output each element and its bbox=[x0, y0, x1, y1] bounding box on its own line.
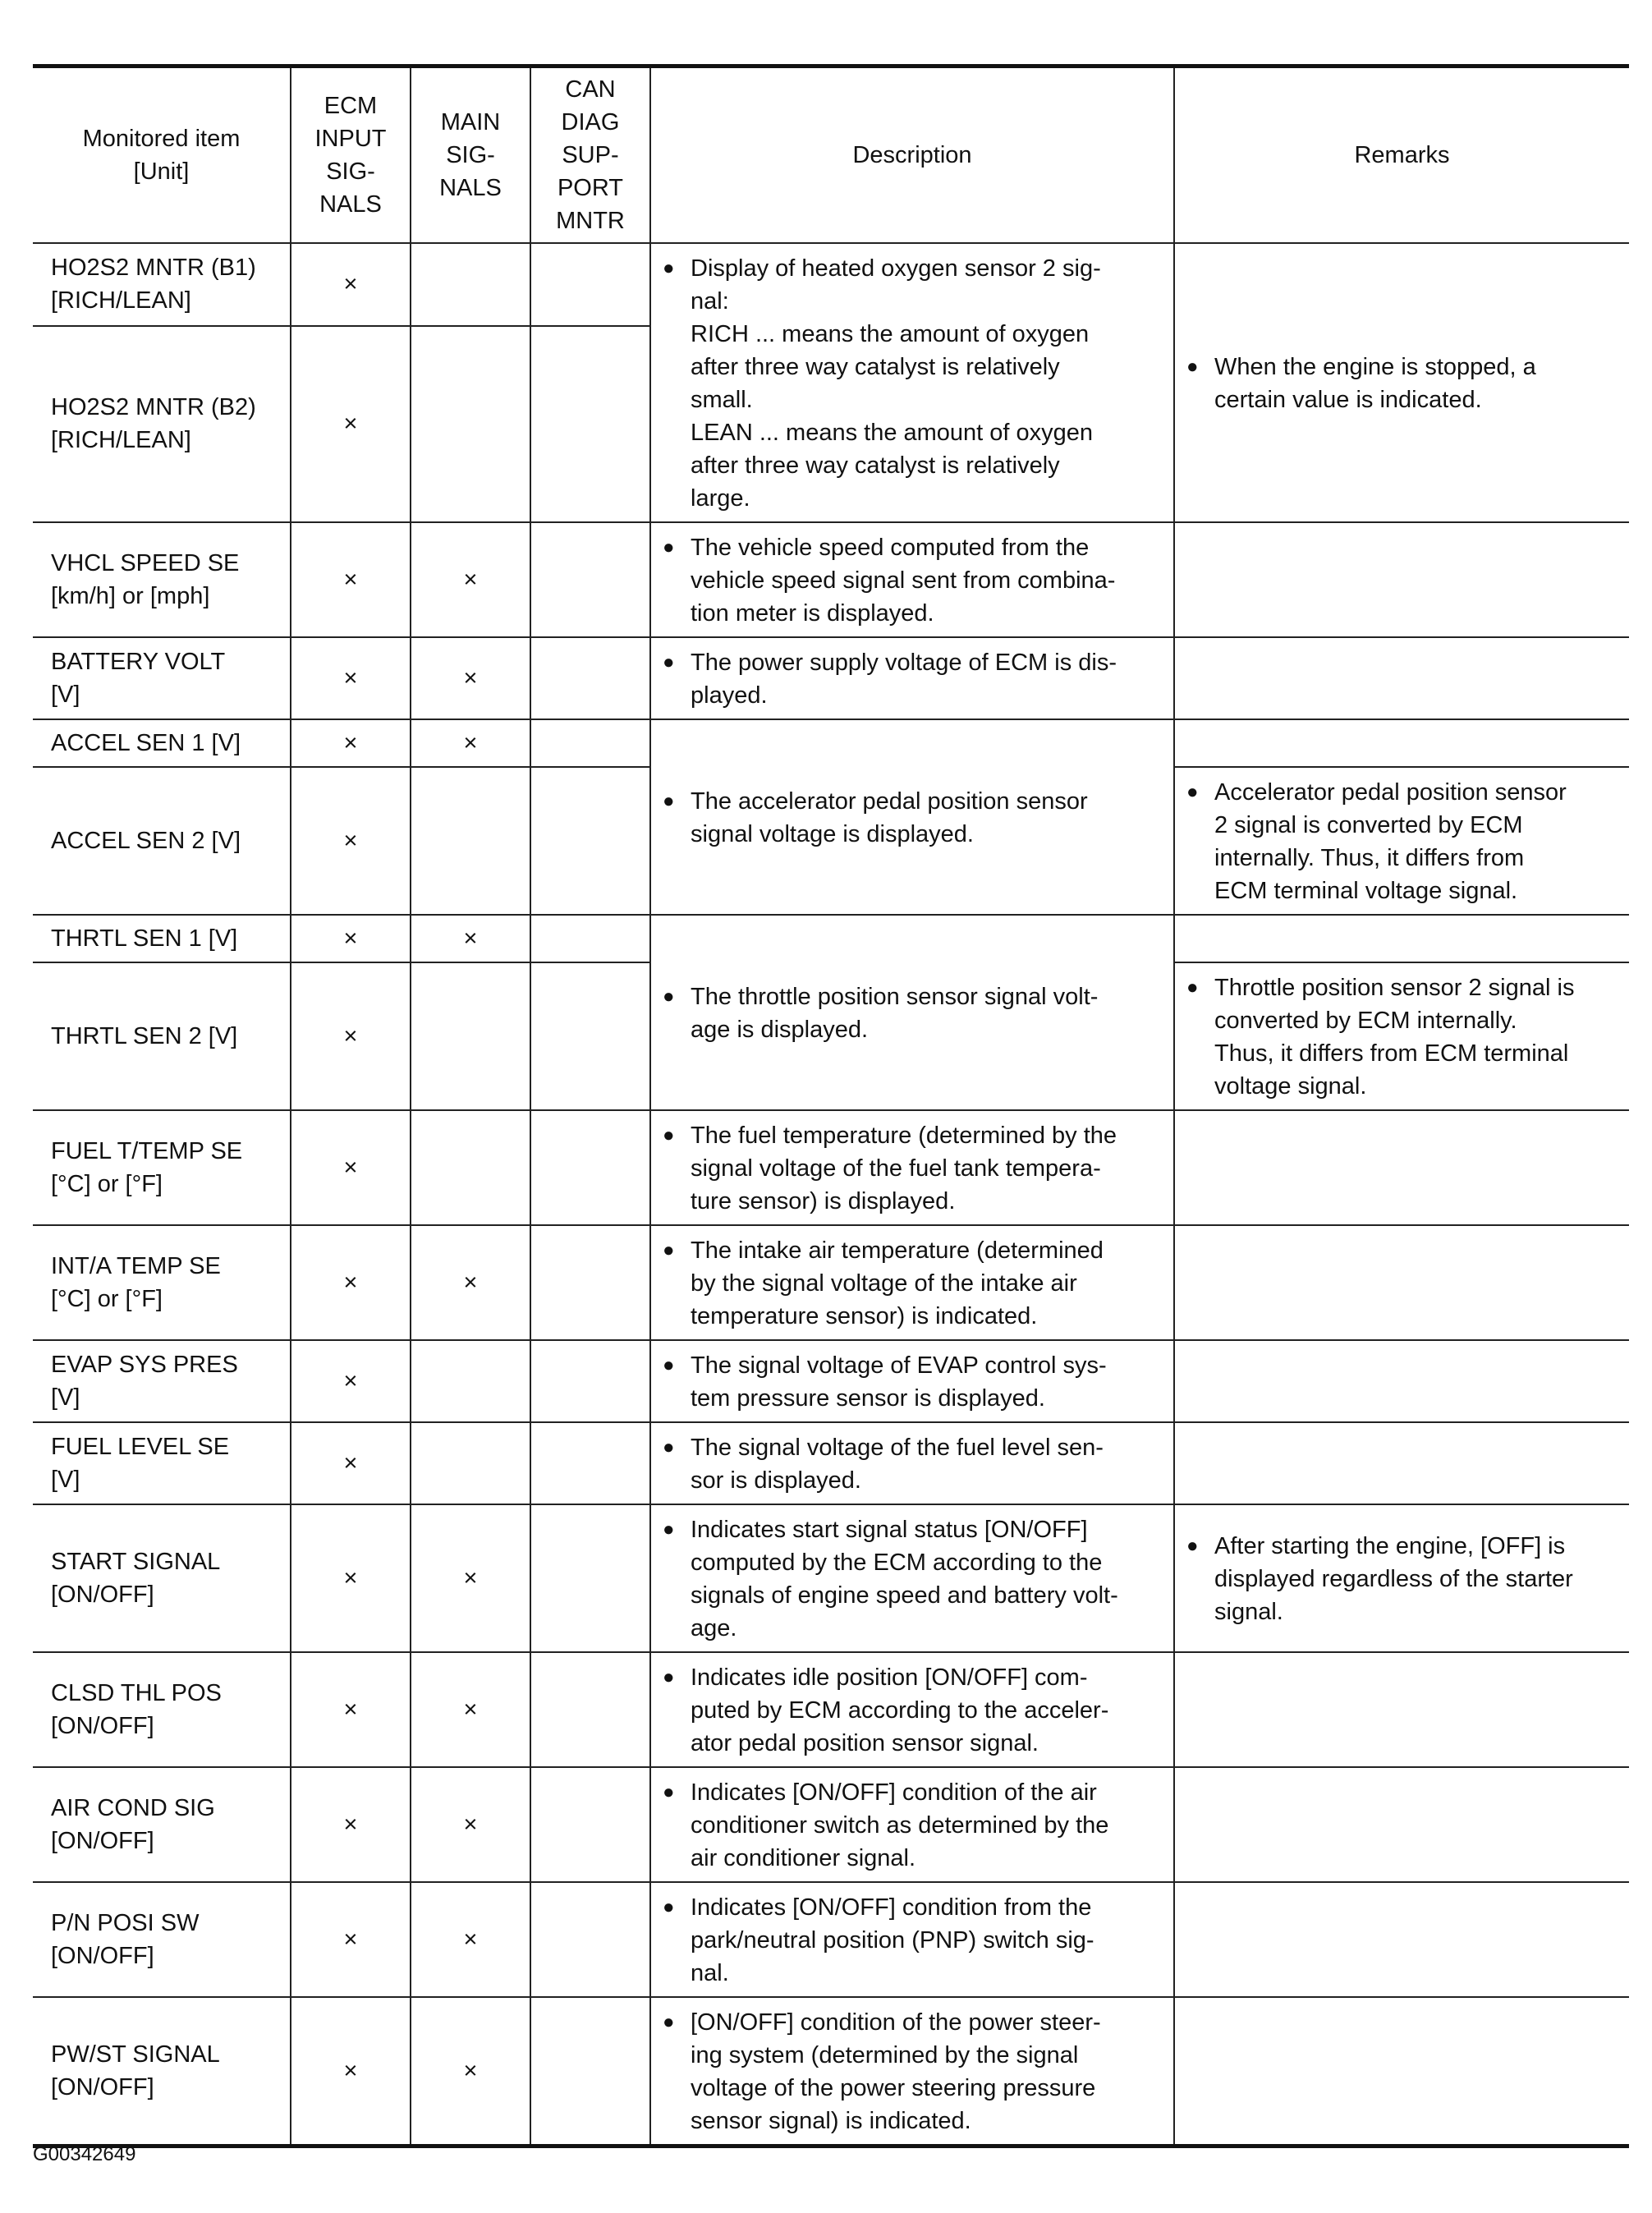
description-cell bbox=[650, 1225, 1174, 1340]
monitored-item: ACCEL SEN 1 [V] bbox=[33, 719, 291, 767]
bullet-icon: ● bbox=[663, 789, 675, 812]
ecm-input-mark: × bbox=[291, 1422, 411, 1504]
monitored-item: P/N POSI SW [ON/OFF] bbox=[33, 1882, 291, 1997]
can-diag-mark bbox=[530, 1767, 650, 1882]
monitored-item: AIR COND SIG [ON/OFF] bbox=[33, 1767, 291, 1882]
ecm-input-mark: × bbox=[291, 915, 411, 962]
remarks-cell bbox=[1174, 962, 1629, 1110]
main-signal-mark: × bbox=[411, 522, 530, 637]
ecm-input-mark: × bbox=[291, 1504, 411, 1652]
ecm-input-mark: × bbox=[291, 243, 411, 326]
monitored-item: FUEL LEVEL SE [V] bbox=[33, 1422, 291, 1504]
monitored-item: CLSD THL POS [ON/OFF] bbox=[33, 1652, 291, 1767]
description-text: The vehicle speed computed from the vehicle speed signal sent from combina- tion meter is displayed. bbox=[691, 534, 1116, 627]
monitored-item: EVAP SYS PRES [V] bbox=[33, 1340, 291, 1422]
main-signal-mark bbox=[411, 767, 530, 915]
main-signal-mark: × bbox=[411, 1504, 530, 1652]
bullet-icon: ● bbox=[1186, 1534, 1199, 1557]
main-signal-mark: × bbox=[411, 1767, 530, 1882]
can-diag-mark bbox=[530, 915, 650, 962]
header-main-signals: MAIN SIG- NALS bbox=[411, 67, 530, 243]
table-row bbox=[33, 1882, 1629, 1997]
monitored-item: HO2S2 MNTR (B1) [RICH/LEAN] bbox=[33, 243, 291, 326]
monitored-item: ACCEL SEN 2 [V] bbox=[33, 767, 291, 915]
table-row bbox=[33, 719, 1629, 767]
main-signal-mark bbox=[411, 243, 530, 326]
bullet-icon: ● bbox=[663, 1123, 675, 1146]
bullet-icon: ● bbox=[663, 256, 675, 279]
ecm-input-mark: × bbox=[291, 1110, 411, 1225]
remarks-cell bbox=[1174, 522, 1629, 637]
description-text: The signal voltage of EVAP control sys- tem pressure sensor is displayed. bbox=[691, 1352, 1107, 1412]
remarks-cell bbox=[1174, 637, 1629, 719]
main-signal-mark: × bbox=[411, 915, 530, 962]
bullet-icon: ● bbox=[663, 1238, 675, 1261]
can-diag-mark bbox=[530, 1110, 650, 1225]
main-signal-mark bbox=[411, 962, 530, 1110]
remarks-text: Throttle position sensor 2 signal is converted by ECM internally. Thus, it differs from ECM terminal voltage signal. bbox=[1214, 974, 1575, 1100]
bullet-icon: ● bbox=[663, 2010, 675, 2033]
description-text: The fuel temperature (determined by the signal voltage of the fuel tank tempera- ture sensor) is displayed. bbox=[691, 1122, 1117, 1214]
can-diag-mark bbox=[530, 1882, 650, 1997]
bullet-icon: ● bbox=[663, 650, 675, 673]
description-cell bbox=[650, 1110, 1174, 1225]
bullet-icon: ● bbox=[663, 1665, 675, 1688]
remarks-text: Accelerator pedal position sensor 2 signal is converted by ECM internally. Thus, it differs from ECM terminal voltage signal. bbox=[1214, 778, 1567, 904]
monitored-item: VHCL SPEED SE [km/h] or [mph] bbox=[33, 522, 291, 637]
table-row bbox=[33, 1110, 1629, 1225]
main-signal-mark: × bbox=[411, 637, 530, 719]
remarks-text: When the engine is stopped, a certain value is indicated. bbox=[1214, 353, 1536, 413]
description-cell bbox=[650, 1882, 1174, 1997]
header-remarks: Remarks bbox=[1174, 67, 1629, 243]
remarks-cell bbox=[1174, 1422, 1629, 1504]
table-row bbox=[33, 522, 1629, 637]
description-cell bbox=[650, 1422, 1174, 1504]
ecm-input-mark: × bbox=[291, 1225, 411, 1340]
main-signal-mark bbox=[411, 326, 530, 522]
description-cell bbox=[650, 522, 1174, 637]
table-row bbox=[33, 915, 1629, 962]
bullet-icon: ● bbox=[1186, 355, 1199, 378]
remarks-cell bbox=[1174, 915, 1629, 962]
can-diag-mark bbox=[530, 1422, 650, 1504]
ecm-input-mark: × bbox=[291, 767, 411, 915]
description-text: The power supply voltage of ECM is dis- played. bbox=[691, 649, 1117, 709]
bullet-icon: ● bbox=[663, 1895, 675, 1918]
bullet-icon: ● bbox=[663, 1435, 675, 1458]
remarks-cell bbox=[1174, 1110, 1629, 1225]
table-row bbox=[33, 1997, 1629, 2146]
table-row bbox=[33, 1767, 1629, 1882]
bullet-icon: ● bbox=[1186, 780, 1199, 803]
header-ecm-input-signals: ECM INPUT SIG- NALS bbox=[291, 67, 411, 243]
remarks-cell bbox=[1174, 1225, 1629, 1340]
monitored-item: BATTERY VOLT [V] bbox=[33, 637, 291, 719]
monitor-item-table bbox=[33, 64, 1629, 2148]
ecm-input-mark: × bbox=[291, 1340, 411, 1422]
table-row bbox=[33, 637, 1629, 719]
ecm-input-mark: × bbox=[291, 637, 411, 719]
header-can-diag-support: CAN DIAG SUP- PORT MNTR bbox=[530, 67, 650, 243]
monitored-item: THRTL SEN 2 [V] bbox=[33, 962, 291, 1110]
monitored-item: HO2S2 MNTR (B2) [RICH/LEAN] bbox=[33, 326, 291, 522]
table-row bbox=[33, 1652, 1629, 1767]
main-signal-mark bbox=[411, 1340, 530, 1422]
description-text: The accelerator pedal position sensor signal voltage is displayed. bbox=[691, 787, 1088, 847]
description-text: The signal voltage of the fuel level sen- sor is displayed. bbox=[691, 1434, 1104, 1494]
remarks-cell bbox=[1174, 1340, 1629, 1422]
can-diag-mark bbox=[530, 1652, 650, 1767]
header-description: Description bbox=[650, 67, 1174, 243]
description-cell bbox=[650, 1652, 1174, 1767]
can-diag-mark bbox=[530, 1340, 650, 1422]
description-cell bbox=[650, 1997, 1174, 2146]
main-signal-mark: × bbox=[411, 1882, 530, 1997]
can-diag-mark bbox=[530, 522, 650, 637]
ecm-input-mark: × bbox=[291, 1997, 411, 2146]
ecm-input-mark: × bbox=[291, 1767, 411, 1882]
bullet-icon: ● bbox=[663, 1780, 675, 1803]
ecm-input-mark: × bbox=[291, 962, 411, 1110]
table-row bbox=[33, 1225, 1629, 1340]
can-diag-mark bbox=[530, 1504, 650, 1652]
ecm-input-mark: × bbox=[291, 522, 411, 637]
description-text: Display of heated oxygen sensor 2 sig- nal: RICH ... means the amount of oxygen after three way catalyst is relatively small. LEAN ... means the amount of oxygen after three way catalyst is relatively large. bbox=[691, 255, 1101, 512]
main-signal-mark bbox=[411, 1422, 530, 1504]
remarks-cell bbox=[1174, 1504, 1629, 1652]
can-diag-mark bbox=[530, 243, 650, 326]
table-row bbox=[33, 1504, 1629, 1652]
monitored-item: THRTL SEN 1 [V] bbox=[33, 915, 291, 962]
main-signal-mark bbox=[411, 1110, 530, 1225]
remarks-cell bbox=[1174, 243, 1629, 522]
main-signal-mark: × bbox=[411, 719, 530, 767]
remarks-cell bbox=[1174, 1767, 1629, 1882]
main-signal-mark: × bbox=[411, 1997, 530, 2146]
description-cell bbox=[650, 1340, 1174, 1422]
description-text: [ON/OFF] condition of the power steer- ing system (determined by the signal voltage of the power steering pressure sensor signal) is indicated. bbox=[691, 2009, 1101, 2134]
ecm-input-mark: × bbox=[291, 1882, 411, 1997]
figure-code: G00342649 bbox=[33, 2143, 136, 2165]
can-diag-mark bbox=[530, 1997, 650, 2146]
ecm-input-mark: × bbox=[291, 1652, 411, 1767]
ecm-input-mark: × bbox=[291, 326, 411, 522]
main-signal-mark: × bbox=[411, 1652, 530, 1767]
monitored-item: START SIGNAL [ON/OFF] bbox=[33, 1504, 291, 1652]
can-diag-mark bbox=[530, 962, 650, 1110]
can-diag-mark bbox=[530, 637, 650, 719]
ecm-input-mark: × bbox=[291, 719, 411, 767]
description-cell bbox=[650, 719, 1174, 915]
description-text: Indicates [ON/OFF] condition of the air conditioner switch as determined by the air conditioner signal. bbox=[691, 1779, 1109, 1871]
can-diag-mark bbox=[530, 326, 650, 522]
header-monitored-item: Monitored item [Unit] bbox=[33, 67, 291, 243]
monitored-item: PW/ST SIGNAL [ON/OFF] bbox=[33, 1997, 291, 2146]
description-text: The throttle position sensor signal volt- age is displayed. bbox=[691, 983, 1099, 1043]
monitored-item: INT/A TEMP SE [°C] or [°F] bbox=[33, 1225, 291, 1340]
description-text: Indicates idle position [ON/OFF] com- puted by ECM according to the acceler- ator pedal position sensor signal. bbox=[691, 1664, 1109, 1756]
can-diag-mark bbox=[530, 719, 650, 767]
remarks-cell bbox=[1174, 1997, 1629, 2146]
remarks-cell bbox=[1174, 1882, 1629, 1997]
table-row bbox=[33, 243, 1629, 326]
remarks-cell bbox=[1174, 719, 1629, 767]
main-signal-mark: × bbox=[411, 1225, 530, 1340]
can-diag-mark bbox=[530, 1225, 650, 1340]
remarks-text: After starting the engine, [OFF] is displayed regardless of the starter signal. bbox=[1214, 1532, 1573, 1625]
table-row bbox=[33, 1340, 1629, 1422]
description-text: Indicates [ON/OFF] condition from the park/neutral position (PNP) switch sig- nal. bbox=[691, 1894, 1094, 1986]
remarks-cell bbox=[1174, 767, 1629, 915]
description-cell bbox=[650, 915, 1174, 1110]
description-cell bbox=[650, 637, 1174, 719]
bullet-icon: ● bbox=[1186, 976, 1199, 999]
bullet-icon: ● bbox=[663, 985, 675, 1008]
bullet-icon: ● bbox=[663, 535, 675, 558]
can-diag-mark bbox=[530, 767, 650, 915]
description-cell bbox=[650, 243, 1174, 522]
bullet-icon: ● bbox=[663, 1353, 675, 1376]
bullet-icon: ● bbox=[663, 1517, 675, 1540]
remarks-cell bbox=[1174, 1652, 1629, 1767]
monitored-item: FUEL T/TEMP SE [°C] or [°F] bbox=[33, 1110, 291, 1225]
description-cell bbox=[650, 1504, 1174, 1652]
table-header-row bbox=[33, 67, 1629, 243]
description-text: The intake air temperature (determined by the signal voltage of the intake air temperature sensor) is indicated. bbox=[691, 1237, 1104, 1329]
description-cell bbox=[650, 1767, 1174, 1882]
table-row bbox=[33, 1422, 1629, 1504]
description-text: Indicates start signal status [ON/OFF] computed by the ECM according to the signals of engine speed and battery volt- age. bbox=[691, 1516, 1118, 1641]
